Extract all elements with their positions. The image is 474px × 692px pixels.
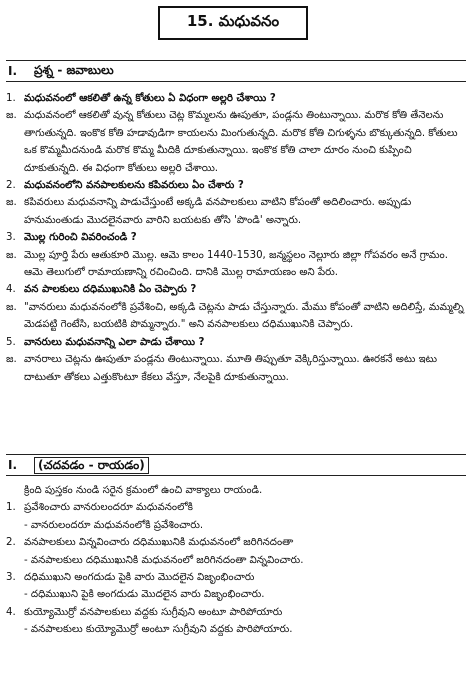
item-label: జ. [6, 249, 17, 261]
item-text: వన పాలకులు దధిముఖునికి ఏం చెప్పారు ? [24, 284, 197, 296]
item-label: 1. [6, 93, 16, 104]
item-label: 3. [6, 572, 16, 584]
item-text: వానరులు మధువనాన్ని ఎలా పాడు చేశాయి ? [24, 336, 205, 348]
item-label: జ. [6, 301, 17, 313]
section-title: (చదవడం - రాయడం) [34, 457, 149, 474]
question-row [6, 281, 468, 298]
item-label: 3. [6, 232, 16, 244]
instruction-text: క్రింది పుస్తకం నుండి సరైన క్రమంలో ఉంచి వాక్యాలు రాయండి. [24, 485, 263, 496]
section-numeral: I. [8, 458, 18, 472]
item-text: మధువనంలోని వనపాలకులను కపివరులు ఏం చేశారు ? [24, 180, 244, 192]
item-label: 4. [6, 284, 16, 296]
item-text: మధువనంలో ఆకలితో ఉన్న కోతులు ఏ విధంగా అల్లరి చేశాయి ? [24, 93, 276, 104]
ordered-sentence-row [6, 621, 468, 638]
ordered-sentence-row [6, 586, 468, 603]
question-row [6, 334, 468, 351]
item-label [6, 552, 24, 569]
jumbled-sentence-row [6, 499, 468, 516]
item-label: జ. [6, 197, 17, 209]
item-label [6, 517, 24, 534]
question-row [6, 229, 468, 246]
item-label: 2. [6, 537, 16, 549]
item-label [6, 621, 24, 638]
item-label [6, 586, 24, 603]
item-text: మధువనంలో ఆకలితో వున్న కోతులు చెట్ల కొమ్మలను ఊపుతూ, పండ్లను తింటున్నాయి. మరొక కోతి తేనెలను తాగుతున్నది. ఇంకొక కోతి హడావుడిగా కాయలను మింగుతున్నది. మరొక కోతి చిగుళ్ళను బొక్కుతున్నది. కోతులు ఒక కొమ్మమీదనుండి మరొక కొమ్మ మీదికి దూకుతున్నాయి. ఇంకొక కోతి చాలా దూరం నుంచి కుప్పించి దూకుతున్నది. ఈ విధంగా కోతులు అల్లరి చేశాయి. [24, 110, 458, 174]
item-text: - దధిముఖుని పైకి అంగదుడు మొదలైన వారు విజృంభించారు. [24, 589, 265, 601]
jumbled-sentence-row [6, 534, 468, 551]
item-text: మొల్ల గురించి వివరించండి ? [24, 232, 137, 244]
section-title: ప్రశ్న - జవాబులు [34, 62, 114, 77]
item-text: - వనపాలకులు కుయ్యోమొర్రో అంటూ సుగ్రీవుని వద్దకు పారిపోయారు. [24, 624, 293, 636]
question-row [6, 90, 468, 107]
question-row [6, 177, 468, 194]
qa-list [6, 90, 468, 386]
ordered-sentence-row [6, 552, 468, 569]
item-text: "వానరులు మధువనంలోకి ప్రవేశించి, అక్కడి చెట్లను పాడు చేస్తున్నారు. మేము కోపంతో వాటిని అదిలిస్తే, మమ్మల్ని మెడపట్టి గెంటేసి, బయటికి పొమ్మన్నారు." అని వనపాలకులు దధిముఖునికి చెప్పారు. [24, 301, 464, 331]
ordered-sentence-row [6, 517, 468, 534]
item-label: జ. [6, 110, 17, 122]
item-text: దధిముఖుని అంగదుడు పైకి వారు మొదలైన విజృంభించారు [24, 572, 255, 584]
item-label: 4. [6, 606, 16, 618]
item-text: వానరాలు చెట్లను ఊపుతూ పండ్లను తింటున్నాయి. మూతి తిప్పుతూ వెక్కిరిస్తున్నాయి. ఊరకనే అటు ఇటు దాటుతూ తోకలు ఎత్తుకొంటూ కేకలు వేస్తూ, నేలపైకి దూకుతున్నాయి. [24, 354, 437, 383]
item-label: 1. [6, 502, 16, 514]
item-text: - వనపాలకులు దధిముఖునికి మధువనంలో జరిగినదంతా విన్నవించారు. [24, 554, 304, 566]
item-text: మొల్ల పూర్తి పేరు ఆతుకూరి మొల్ల. ఆమె కాలం 1440-1530, జన్మస్థలం నెల్లూరు జిల్లా గోపవరం అనే గ్రామం. ఆమె తెలుగులో రామాయణాన్ని రచించింది. దానికి మొల్ల రామాయణం అని పేరు. [24, 249, 448, 279]
section-heading-qa [6, 60, 466, 82]
item-text: - వానరులందరూ మధువనంలోకి ప్రవేశించారు. [24, 519, 204, 531]
jumbled-sentence-row [6, 569, 468, 586]
item-text: ప్రవేశించారు వానరులందరూ మధువనంలోకి [24, 502, 193, 514]
section-numeral: I. [8, 64, 18, 78]
page-title: 15. మధువనం [158, 6, 308, 40]
answer-row [6, 194, 468, 229]
item-text: కపివరులు మధువనాన్ని పాడుచేస్తుంటే అక్కడి వనపాలకులు వాటిని కోపంతో అదిలించారు. అప్పుడు హనుమంతుడు మొదలైనవారు వారిని బయటకు తోసి 'పొండి' అన్నారు. [24, 197, 412, 226]
item-text: కుయ్యోమొర్రో వనపాలకులు వద్దకు సుగ్రీవుని అంటూ పారిపోయారు [24, 606, 283, 618]
jumbled-sentence-row [6, 604, 468, 621]
answer-row [6, 299, 468, 334]
reading-writing-section [6, 482, 468, 639]
answer-row [6, 107, 468, 177]
item-label: 5. [6, 336, 16, 348]
item-text: వనపాలకులు విన్నవించారు దధిముఖునికి మధువనంలో జరిగినదంతా [24, 537, 294, 549]
section-heading-reading [6, 454, 466, 476]
item-label: జ. [6, 354, 17, 366]
sentence-list [6, 499, 468, 638]
answer-row [6, 351, 468, 386]
answer-row [6, 247, 468, 282]
item-label: 2. [6, 180, 16, 192]
